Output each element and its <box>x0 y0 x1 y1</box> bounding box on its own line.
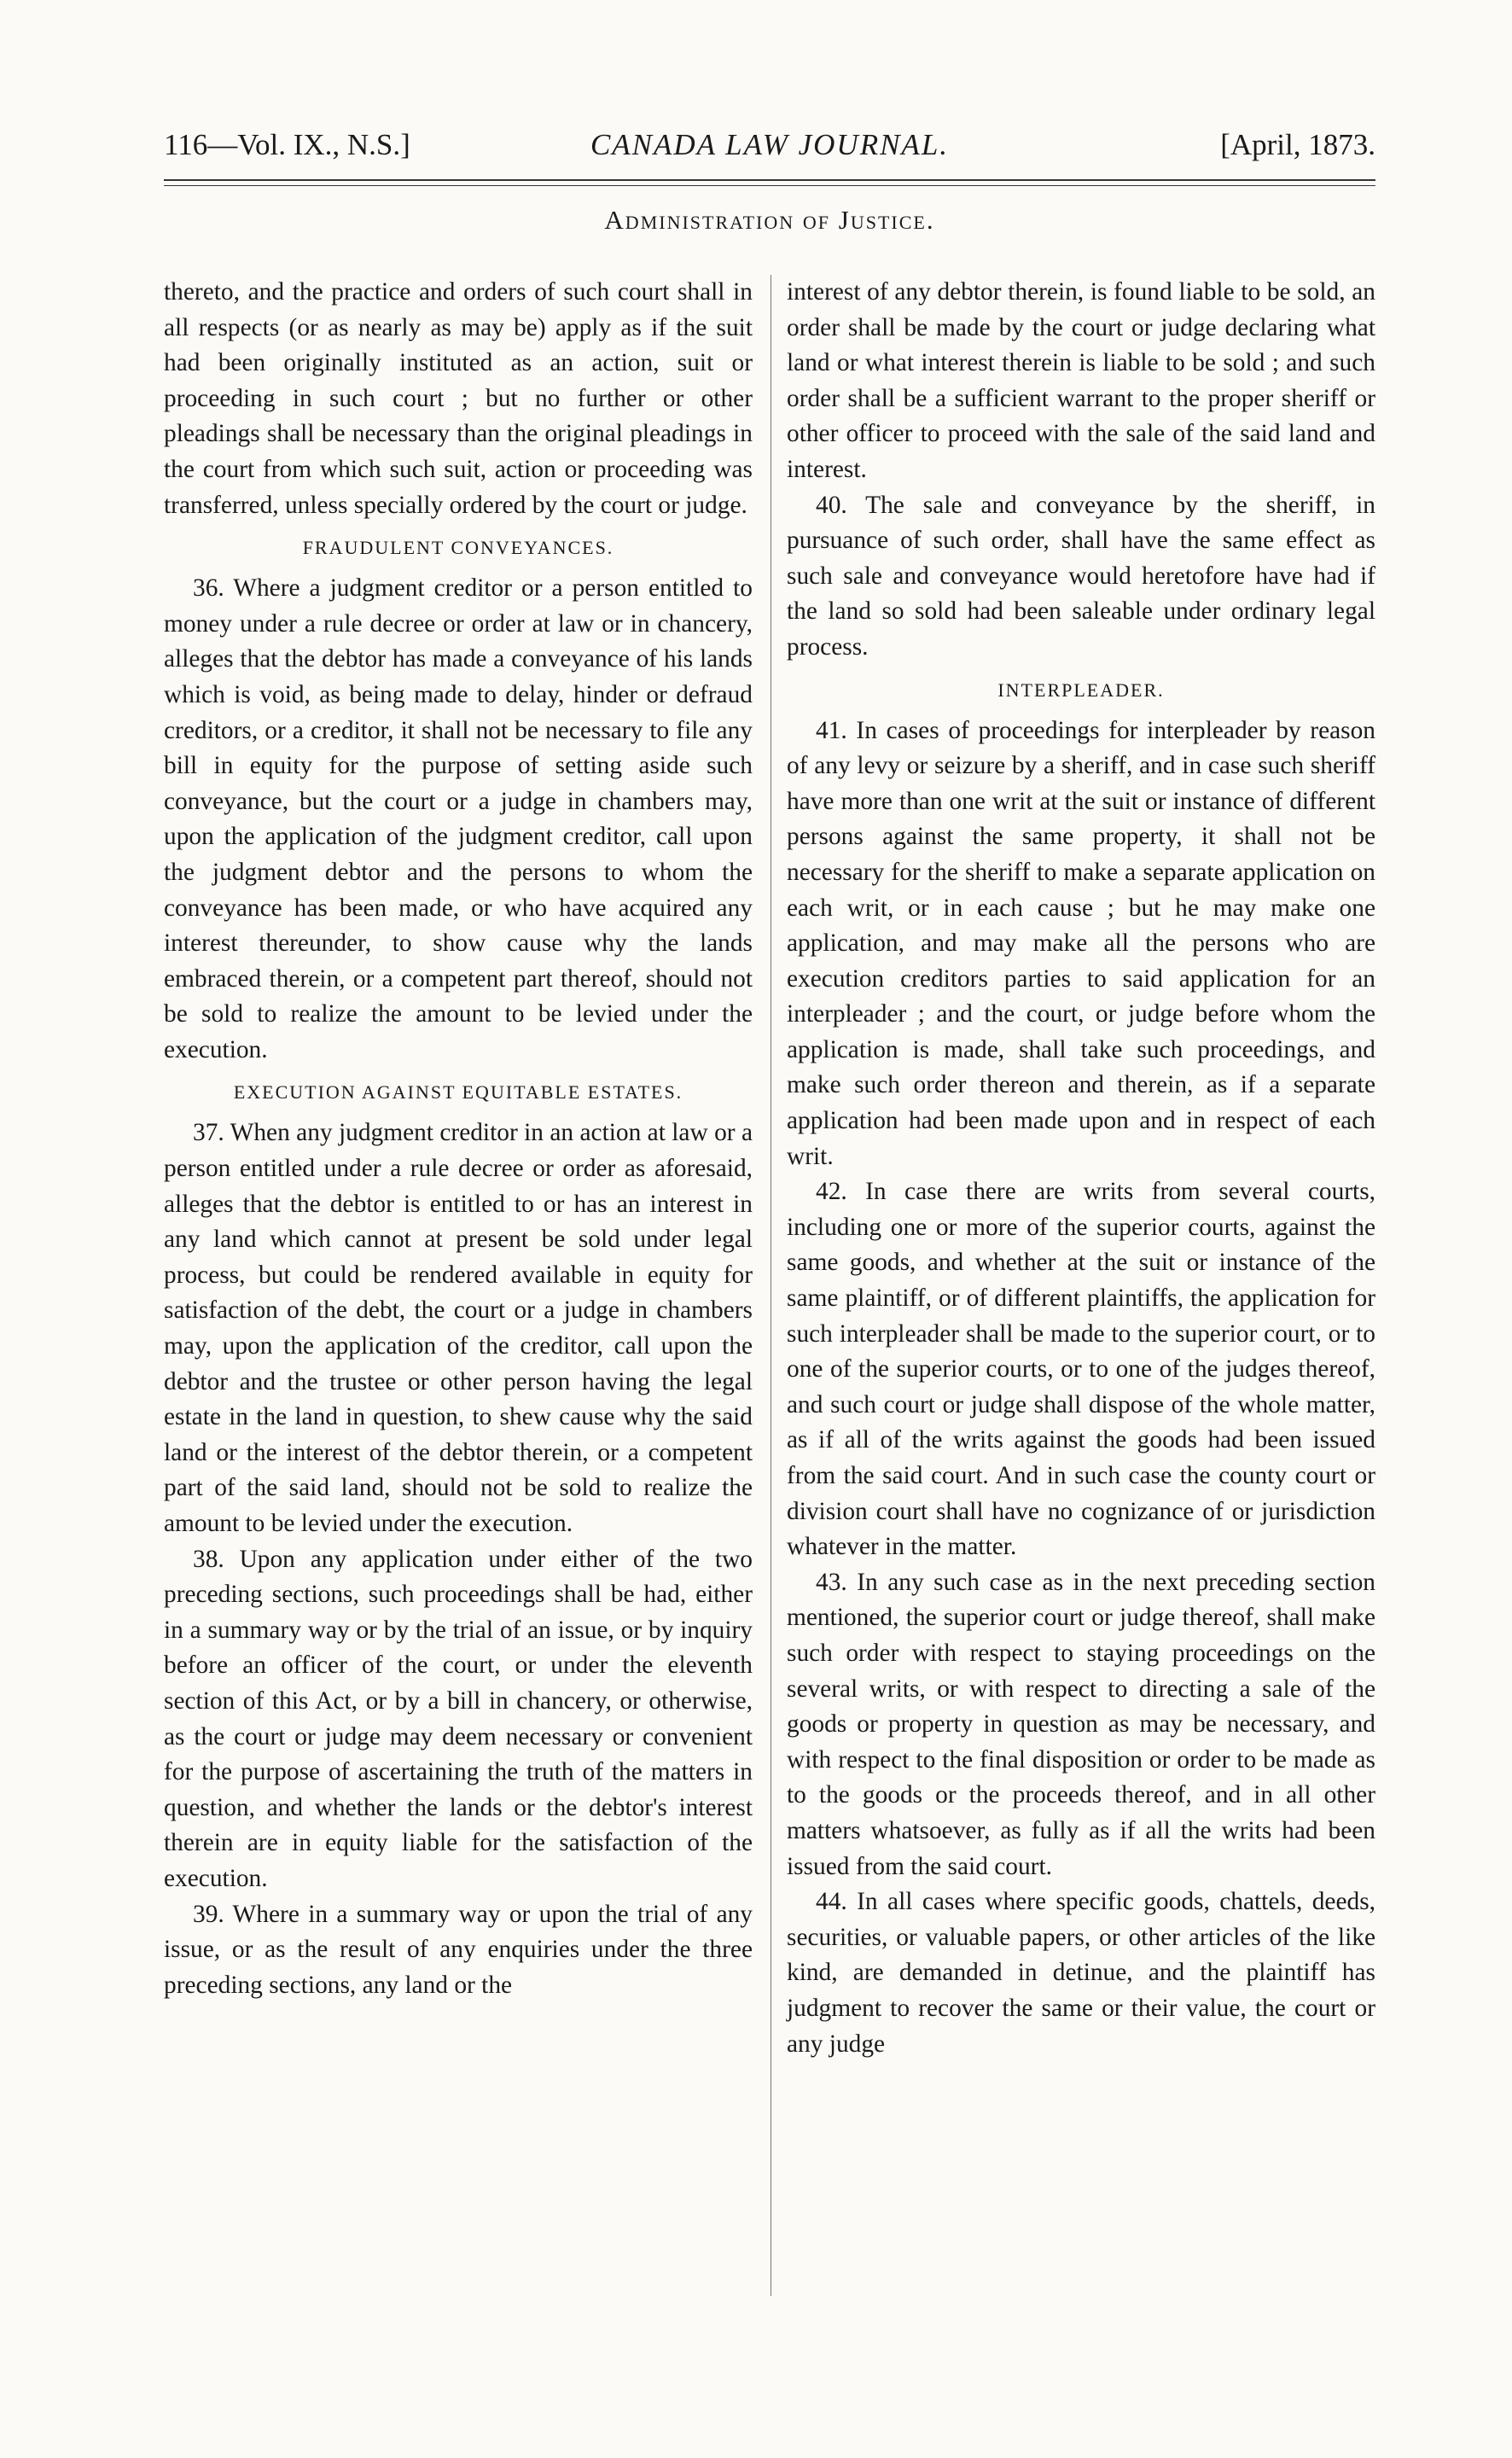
paragraph: 41. In cases of proceedings for interpleader by reason of any levy or seizure by a sheriff, and in case such sheriff have more than one writ at the suit or instance of different persons against the same property, it shall not be necessary for the sheriff to make a separate application on each writ, or in each cause ; but he may make one application, and may make all the persons who are execution creditors parties to said application for an interpleader ; and the court, or judge before whom the application is made, shall take such proceedings, and make such order thereon and therein, as if a separate application had been made upon and in respect of each writ. <box>787 716 1375 1170</box>
paragraph: 40. The sale and conveyance by the sheriff, in pursuance of such order, shall have the same effect as such sale and conveyance would heretofore have had if the land so sold had been saleable under ordinary legal process. <box>787 491 1375 661</box>
section-heading: FRAUDULENT CONVEYANCES. <box>302 537 614 559</box>
running-header <box>164 128 1375 171</box>
header-rule-bottom <box>164 185 1375 186</box>
header-date: [April, 1873. <box>1220 128 1375 161</box>
journal-title: CANADA LAW JOURNAL. <box>590 128 950 161</box>
section-title: Administration of Justice. <box>604 205 935 235</box>
paragraph: 44. In all cases where specific goods, chattels, deeds, securities, or valuable papers, or other articles of the like kind, are demanded in detinue, and the plaintiff has judgment to recover the same or their value, the court or any judge <box>787 1888 1375 2058</box>
paragraph: 36. Where a judgment creditor or a person entitled to money under a rule decree or order at law or in chancery, alleges that the debtor has made a conveyance of his lands which is void, as being made to delay, hinder or defraud creditors, or a creditor, it shall not be necessary to file any bill in equity for the purpose of setting aside such conveyance, but the court or a judge in chambers may, upon the application of the judgment creditor, call upon the judgment debtor and the persons to whom the conveyance has been made, or who have acquired any interest thereunder, to show cause why the lands embraced therein, or a competent part thereof, should not be sold to realize the amount to be levied under the execution. <box>164 574 753 1063</box>
paragraph: 39. Where in a summary way or upon the trial of any issue, or as the result of any enquiries under the three preceding sections, any land or the <box>164 1900 753 1999</box>
paragraph: interest of any debtor therein, is found liable to be sold, an order shall be made by the court or judge declaring what land or what interest therein is liable to be sold ; and such order shall be a sufficient warrant to the proper sheriff or other officer to proceed with the sale of the said land and interest. <box>787 278 1375 483</box>
left-column <box>164 275 753 2003</box>
paragraph: 42. In case there are writs from several courts, including one or more of the superior courts, against the same goods, and whether at the suit or instance of the same plaintiff, or of different plaintiffs, the application for such interpleader shall be made to the superior court, or to one of the superior courts, or to one of the judges thereof, and such court or judge shall dispose of the whole matter, as if all of the writs against the goods had been issued from the said court. And in such case the county court or division court shall have no cognizance of or jurisdiction whatever in the matter. <box>787 1178 1375 1561</box>
section-heading: INTERPLEADER. <box>997 679 1165 701</box>
paragraph: 43. In any such case as in the next preceding section mentioned, the superior court or judge thereof, shall make such order with respect to staying proceedings on the several writs, or with respect to directing a sale of the goods or property in question as may be necessary, and with respect to the final disposition or order to be made as to the goods or the proceeds thereof, and in all other matters whatsoever, as fully as if all the writs had been issued from the said court. <box>787 1568 1375 1880</box>
section-heading: EXECUTION AGAINST EQUITABLE ESTATES. <box>233 1081 683 1104</box>
header-volume: 116—Vol. IX., N.S.] <box>164 128 410 161</box>
right-column <box>787 275 1375 2062</box>
header-rule-top <box>164 179 1375 181</box>
paragraph: 38. Upon any application under either of the two preceding sections, such proceedings shall be had, either in a summary way or by the trial of an issue, or by inquiry before an officer of the court, or under the eleventh section of this Act, or by a bill in chancery, or otherwise, as the court or judge may deem necessary or convenient for the purpose of ascertaining the truth of the matters in question, and whether the lands or the debtor's interest therein are in equity liable for the satisfaction of the execution. <box>164 1545 753 1892</box>
paragraph: 37. When any judgment creditor in an action at law or a person entitled under a rule decree or order as aforesaid, alleges that the debtor is entitled to or has an interest in any land which cannot at present be sold under legal process, but could be rendered available in equity for satisfaction of the debt, the court or a judge in chambers may, upon the application of the creditor, call upon the debtor and the trustee or other person having the legal estate in the land in question, to shew cause why the said land or the interest of the debtor therein, or a competent part of the said land, should not be sold to realize the amount to be levied under the execution. <box>164 1119 753 1537</box>
paragraph: thereto, and the practice and orders of such court shall in all respects (or as nearly as may be) apply as if the suit had been originally instituted as an action, suit or proceeding in such court ; but no further or other pleadings shall be necessary than the original pleadings in the court from which such suit, action or proceeding was transferred, unless specially ordered by the court or judge. <box>164 278 753 519</box>
